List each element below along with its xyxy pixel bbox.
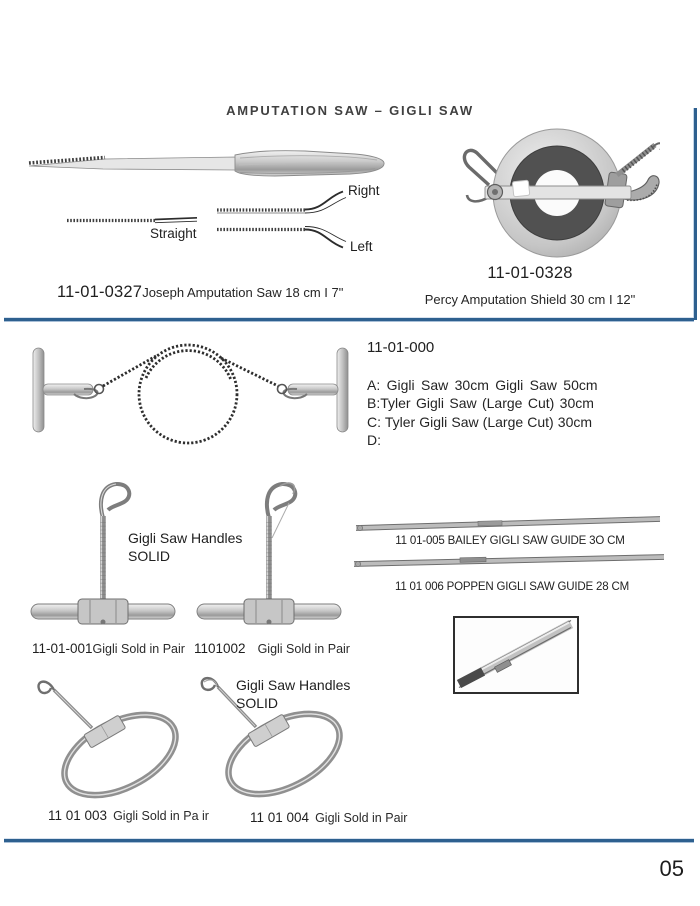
gigli-wire-illustration bbox=[18, 328, 363, 456]
product-note-004: Gigli Sold in Pair bbox=[315, 811, 408, 825]
section-divider bbox=[4, 318, 694, 321]
product-code-002: 1101002 bbox=[194, 641, 246, 656]
handles-solid-label-bottom-line2: SOLID bbox=[236, 695, 279, 711]
variant-label-right: Right bbox=[348, 183, 380, 198]
oval-handle-003-illustration bbox=[28, 670, 193, 810]
gigli-set-option-b: B:Tyler Gigli Saw (Large Cut) 30cm bbox=[367, 395, 594, 412]
product-code-0327: 11-01-0327 bbox=[57, 283, 143, 301]
guide-closeup-illustration bbox=[455, 618, 577, 692]
product-code-004: 11 01 004 bbox=[250, 810, 310, 825]
joseph-saw-illustration bbox=[25, 133, 390, 258]
variant-label-straight: Straight bbox=[150, 226, 197, 241]
right-accent-line bbox=[694, 108, 697, 320]
handles-solid-label-top-line1: Gigli Saw Handles bbox=[128, 530, 243, 546]
product-desc-0327: Joseph Amputation Saw 18 cm I 7" bbox=[142, 285, 344, 300]
page-number: 05 bbox=[659, 856, 684, 881]
handles-solid-label-bottom-line1: Gigli Saw Handles bbox=[236, 677, 351, 693]
percy-shield-illustration bbox=[455, 123, 660, 273]
footer-divider bbox=[4, 839, 694, 842]
product-code-0328: 11-01-0328 bbox=[487, 264, 573, 282]
gigli-set-option-c: C: Tyler Gigli Saw (Large Cut) 30cm bbox=[367, 413, 593, 430]
variant-label-left: Left bbox=[350, 239, 373, 254]
bailey-guide-label: 11 01-005 BAILEY GIGLI SAW GUIDE 3O CM bbox=[395, 533, 625, 547]
product-code-003: 11 01 003 bbox=[48, 808, 108, 823]
gigli-set-option-a: A: Gigli Saw 30cm Gigli Saw 50cm bbox=[367, 377, 598, 393]
handles-solid-label-top-line2: SOLID bbox=[128, 548, 171, 564]
guide-closeup-box bbox=[453, 616, 579, 694]
product-code-11-01-000: 11-01-000 bbox=[367, 339, 435, 356]
poppen-guide-label: 11 01 006 POPPEN GIGLI SAW GUIDE 28 CM bbox=[394, 579, 630, 593]
product-note-003: Gigli Sold in Pa ir bbox=[113, 809, 209, 823]
product-code-001: 11-01-001 bbox=[32, 641, 93, 656]
product-desc-0328: Percy Amputation Shield 30 cm I 12" bbox=[424, 292, 636, 307]
product-note-002: Gigli Sold in Pair bbox=[257, 642, 350, 656]
product-note-001: Gigli Sold in Pair bbox=[92, 642, 185, 656]
gigli-set-option-d: D: bbox=[367, 432, 381, 449]
page-title: AMPUTATION SAW – GIGLI SAW bbox=[226, 103, 474, 118]
